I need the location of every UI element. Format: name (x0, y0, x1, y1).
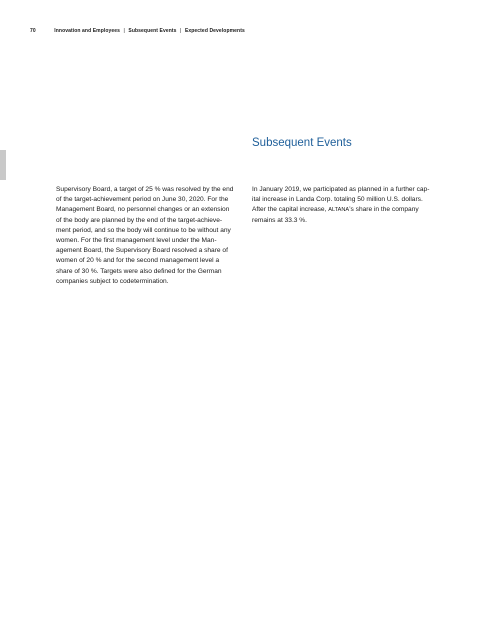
text-line: ment period, and so the body will continue to be without any (56, 226, 231, 234)
breadcrumb-subsequent-events: Subsequent Events (128, 28, 177, 34)
text-line (252, 205, 444, 215)
text-line: of the body are planned by the end of the target-achieve- (56, 216, 223, 224)
section-title: Subsequent Events (252, 137, 352, 149)
breadcrumb-separator: | (123, 28, 125, 34)
text-line: Supervisory Board, a target of 25 % was resolved by the end (56, 186, 234, 193)
company-name: ALTANA (328, 207, 350, 214)
page-number: 70 (30, 28, 36, 34)
right-column-text (252, 185, 444, 226)
text-line: share of 30 %. Targets were also defined for the German (56, 267, 222, 275)
text-line: ital increase in Landa Corp. totaling 50 million U.S. dollars. (252, 196, 423, 204)
text-segment: ’s share in the company (349, 206, 419, 214)
text-line: women. For the first management level under the Man- (56, 237, 217, 245)
text-line: agement Board, the Supervisory Board resolved a share of (56, 247, 228, 255)
breadcrumb-innovation: Innovation and Employees (54, 28, 121, 34)
breadcrumb-expected-developments: Expected Developments (184, 28, 245, 34)
text-line: In January 2019, we participated as planned in a further cap- (252, 186, 430, 193)
text-line: remains at 33.3 %. (252, 216, 307, 224)
left-column-text (56, 185, 270, 287)
text-segment: After the capital increase, (252, 206, 329, 214)
text-line: women of 20 % and for the second management level a (56, 257, 220, 265)
breadcrumb-separator: | (180, 28, 182, 34)
running-header (30, 28, 245, 34)
chapter-marker-tab (0, 150, 6, 180)
text-line: of the target-achievement period on June 30, 2020. For the (56, 196, 229, 204)
text-line: Management Board, no personnel changes or an extension (56, 206, 230, 214)
text-line: companies subject to codetermination. (56, 277, 169, 285)
